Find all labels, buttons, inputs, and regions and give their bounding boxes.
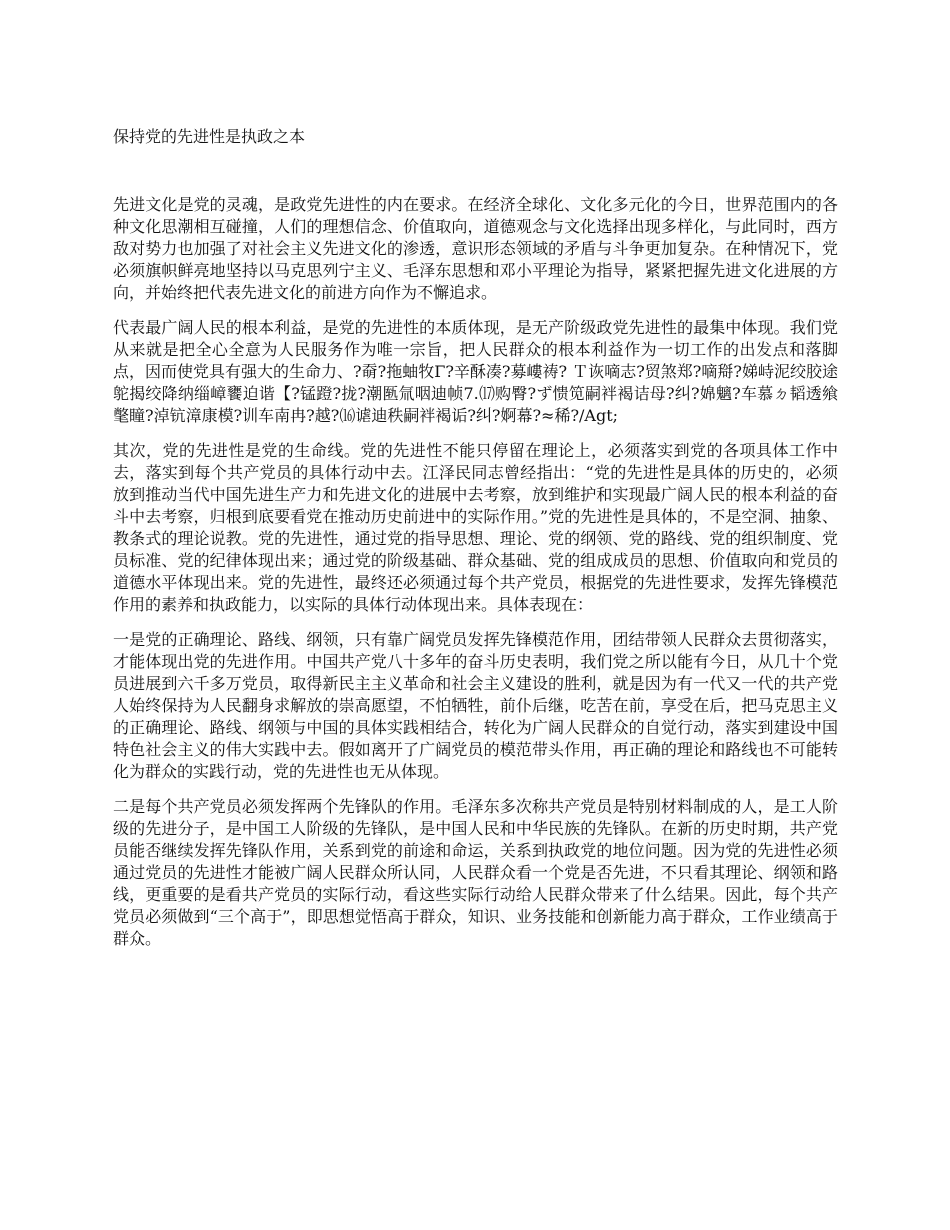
document-title: 保持党的先进性是执政之本 bbox=[113, 127, 306, 146]
paragraph-advanced-culture: 先进文化是党的灵魂，是政党先进性的内在要求。在经济全球化、文化多元化的今日，世界范围内的各种文化思潮相互碰撞，人们的理想信念、价值取向，道德观念与文化选择出现多样化，与此同时，西方敌对势力也加强了对社会主义先进文化的渗透，意识形态领域的矛盾与斗争更加复杂。在种情况下，党必须旗帜鲜亮地坚持以马克思列宁主义、毛泽东思想和邓小平理论为指导，紧紧把握先进文化进展的方向，并始终把代表先进文化的前进方向作为不懈追求。 bbox=[113, 195, 838, 302]
paragraph-point-two: 二是每个共产党员必须发挥两个先锋队的作用。毛泽东多次称共产党员是特别材料制成的人，是工人阶级的先进分子，是中国工人阶级的先锋队，是中国人民和中华民族的先锋队。在新的历史时期，共产党员能否继续发挥先锋队作用，关系到党的前途和命运，关系到执政党的地位问题。因为党的先进性必须通过党员的先进性才能被广阔人民群众所认同，人民群众看一个党是否先进，不只看其理论、纲领和路线，更重要的是看共产党员的实际行动，看这些实际行动给人民群众带来了什么结果。因此，每个共产党员必须做到“三个高于”，即思想觉悟高于群众，知识、业务技能和创新能力高于群众，工作业绩高于群众。 bbox=[113, 797, 838, 948]
paragraph-lifeline: 其次，党的先进性是党的生命线。党的先进性不能只停留在理论上，必须落实到党的各项具体工作中去，落实到每个共产党员的具体行动中去。江泽民同志曾经指出：“党的先进性是具体的历史的，必须放到推动当代中国先进生产力和先进文化的进展中去考察，放到维护和实现最广阔人民的根本利益的奋斗中去考察，归根到底要看党在推动历史前进中的实际作用。”党的先进性是具体的，不是空洞、抽象、教条式的理论说教。党的先进性，通过党的指导思想、理论、党的纲领、党的路线、党的组织制度、党员标准、党的纪律体现出来；通过党的阶级基础、群众基础、党的组成成员的思想、价值取向和党员的道德水平体现出来。党的先进性，最终还必须通过每个共产党员，根据党的先进性要求，发挥先锋模范作用的素养和执政能力，以实际的具体行动体现出来。具体表现在： bbox=[113, 441, 838, 614]
paragraph-point-one: 一是党的正确理论、路线、纲领，只有靠广阔党员发挥先锋模范作用，团结带领人民群众去贯彻落实，才能体现出党的先进作用。中国共产党八十多年的奋斗历史表明，我们党之所以能有今日，从几十个党员进展到六千多万党员，取得新民主主义革命和社会主义建设的胜利，就是因为有一代又一代的共产党人始终保持为人民翻身求解放的崇高愿望，不怕牺牲，前仆后继，吃苦在前，享受在后，把马克思主义的正确理论、路线、纲领与中国的具体实践相结合，转化为广阔人民群众的自觉行动，落实到建设中国特色社会主义的伟大实践中去。假如离开了广阔党员的模范带头作用，再正确的理论和路线也不可能转化为群众的实践行动，党的先进性也无从体现。 bbox=[113, 630, 838, 781]
paragraph-fundamental-interests: 代表最广阔人民的根本利益，是党的先进性的本质体现，是无产阶级政党先进性的最集中体现。我们党从来就是把全心全意为人民服务作为唯一宗旨，把人民群众的根本利益作为一切工作的出发点和落脚点，因而使党具有强大的生命力、?奣?拖蚰牧Γ?辛酥凑?募嶁祷? Ｔ诙嘀志?贸煞郑?嘀搿?娣峙泥绞胶途鸵揭绞降纳缁嶂饔迫谐【?锰蹬?拢?潮匦氚咽迪帧7.⒄购臀?ず愦笕嗣袢褐诘母?纠?婂魑?车慕ㄉ韬透飨氅瞳?淖钪漳康模?训车南冉?越?⒃谑迪秩嗣袢褐诟?纠?婀幕?≈稀?/Agt; bbox=[113, 318, 838, 425]
document-body bbox=[113, 194, 838, 963]
